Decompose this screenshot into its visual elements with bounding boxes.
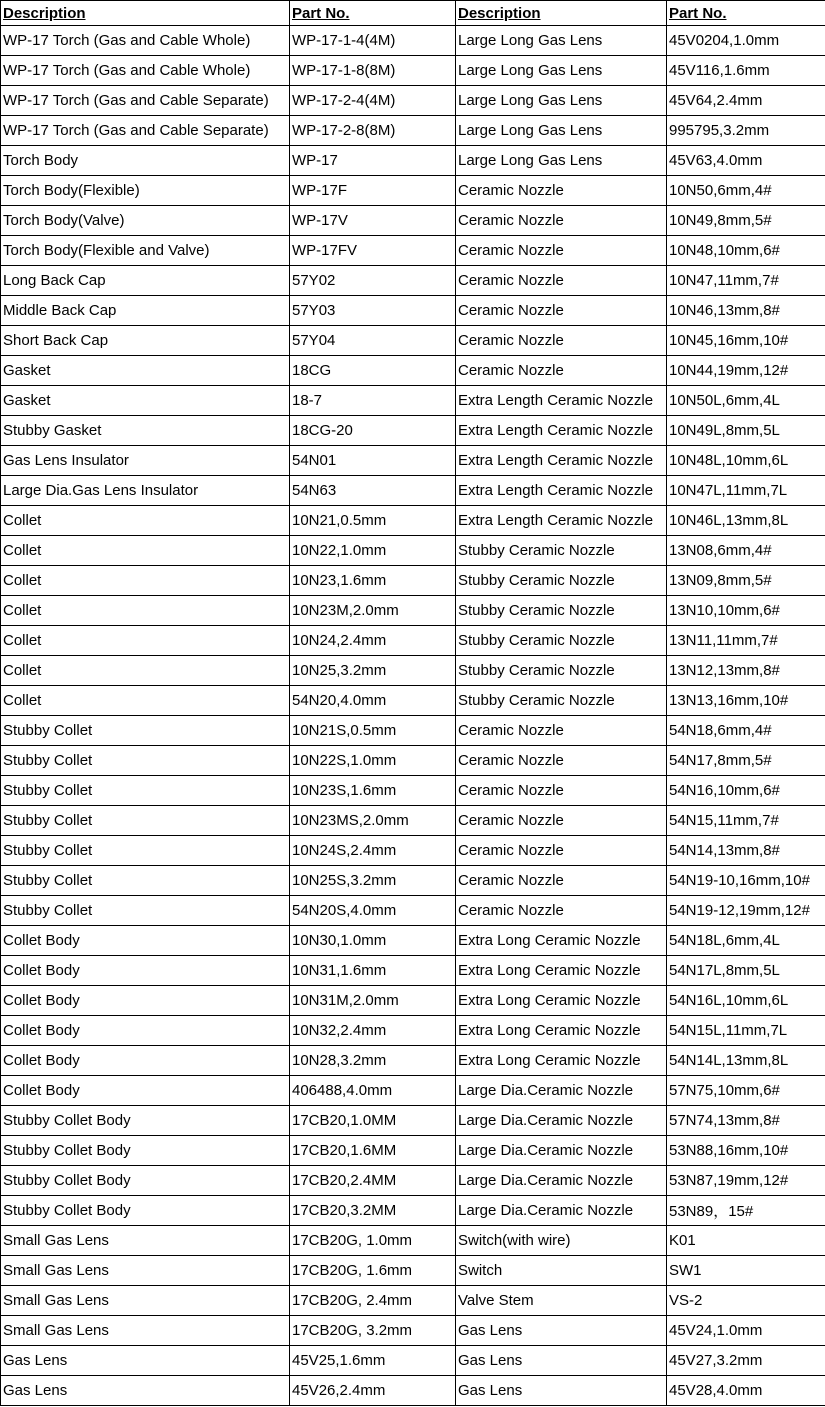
part-no-left-cell: 10N24,2.4mm (290, 626, 456, 656)
part-no-right-cell: 13N08,6mm,4# (667, 536, 825, 566)
part-no-left-cell: 17CB20G, 1.6mm (290, 1256, 456, 1286)
description-left-cell: Gas Lens (1, 1376, 290, 1406)
part-no-left-cell: 17CB20,3.2MM (290, 1196, 456, 1226)
part-no-right-cell: 10N48,10mm,6# (667, 236, 825, 266)
part-no-right-cell: 10N45,16mm,10# (667, 326, 825, 356)
part-no-left-cell: 10N32,2.4mm (290, 1016, 456, 1046)
description-right-cell: Extra Length Ceramic Nozzle (456, 416, 667, 446)
table-row (1, 926, 825, 956)
part-no-left-cell: 10N21S,0.5mm (290, 716, 456, 746)
table-row (1, 26, 825, 56)
part-no-right-cell: 13N13,16mm,10# (667, 686, 825, 716)
table-row (1, 836, 825, 866)
table-row (1, 1346, 825, 1376)
description-right-cell: Stubby Ceramic Nozzle (456, 596, 667, 626)
description-right-cell: Ceramic Nozzle (456, 326, 667, 356)
header-part-no-right: Part No. (667, 1, 825, 26)
part-no-right-cell: 54N16,10mm,6# (667, 776, 825, 806)
part-no-left-cell: 10N22S,1.0mm (290, 746, 456, 776)
description-left-cell: Gas Lens Insulator (1, 446, 290, 476)
description-left-cell: Stubby Collet Body (1, 1136, 290, 1166)
part-no-right-cell: 54N16L,10mm,6L (667, 986, 825, 1016)
description-right-cell: Extra Long Ceramic Nozzle (456, 1046, 667, 1076)
description-left-cell: Collet (1, 566, 290, 596)
table-row (1, 1046, 825, 1076)
description-right-cell: Extra Long Ceramic Nozzle (456, 1016, 667, 1046)
part-no-left-cell: 10N25S,3.2mm (290, 866, 456, 896)
table-row (1, 656, 825, 686)
description-right-cell: Ceramic Nozzle (456, 806, 667, 836)
part-no-right-cell: 54N14L,13mm,8L (667, 1046, 825, 1076)
part-no-right-cell: 13N10,10mm,6# (667, 596, 825, 626)
description-right-cell: Large Long Gas Lens (456, 86, 667, 116)
description-left-cell: Collet Body (1, 986, 290, 1016)
description-left-cell: Stubby Gasket (1, 416, 290, 446)
part-no-right-cell: 54N18,6mm,4# (667, 716, 825, 746)
description-right-cell: Extra Long Ceramic Nozzle (456, 926, 667, 956)
part-no-left-cell: 17CB20G, 1.0mm (290, 1226, 456, 1256)
part-no-left-cell: WP-17 (290, 146, 456, 176)
part-no-left-cell: WP-17V (290, 206, 456, 236)
table-row (1, 1076, 825, 1106)
part-no-right-cell: 13N12,13mm,8# (667, 656, 825, 686)
part-no-left-cell: 18-7 (290, 386, 456, 416)
description-left-cell: Torch Body (1, 146, 290, 176)
table-row (1, 896, 825, 926)
part-no-right-cell: 45V28,4.0mm (667, 1376, 825, 1406)
description-left-cell: Long Back Cap (1, 266, 290, 296)
part-no-right-cell: 45V0204,1.0mm (667, 26, 825, 56)
table-row (1, 1376, 825, 1406)
part-no-right-cell: 10N47,11mm,7# (667, 266, 825, 296)
description-right-cell: Extra Length Ceramic Nozzle (456, 446, 667, 476)
header-description-left: Description (1, 1, 290, 26)
part-no-left-cell: 17CB20,1.6MM (290, 1136, 456, 1166)
description-left-cell: Stubby Collet Body (1, 1106, 290, 1136)
description-right-cell: Stubby Ceramic Nozzle (456, 656, 667, 686)
table-row (1, 596, 825, 626)
description-left-cell: Stubby Collet (1, 716, 290, 746)
table-row (1, 416, 825, 446)
part-no-right-cell: 54N18L,6mm,4L (667, 926, 825, 956)
description-left-cell: Collet Body (1, 926, 290, 956)
part-no-right-cell: 10N47L,11mm,7L (667, 476, 825, 506)
part-no-left-cell: 57Y04 (290, 326, 456, 356)
part-no-left-cell: 57Y02 (290, 266, 456, 296)
part-no-right-cell: 54N19-12,19mm,12# (667, 896, 825, 926)
description-left-cell: Gasket (1, 386, 290, 416)
table-row (1, 626, 825, 656)
table-row (1, 266, 825, 296)
part-no-left-cell: WP-17-1-8(8M) (290, 56, 456, 86)
table-row (1, 86, 825, 116)
part-no-left-cell: WP-17-2-8(8M) (290, 116, 456, 146)
description-left-cell: Large Dia.Gas Lens Insulator (1, 476, 290, 506)
description-left-cell: Short Back Cap (1, 326, 290, 356)
description-right-cell: Large Long Gas Lens (456, 56, 667, 86)
description-left-cell: Torch Body(Valve) (1, 206, 290, 236)
description-right-cell: Large Dia.Ceramic Nozzle (456, 1166, 667, 1196)
description-right-cell: Extra Length Ceramic Nozzle (456, 386, 667, 416)
part-no-left-cell: 18CG-20 (290, 416, 456, 446)
table-row (1, 1016, 825, 1046)
part-no-right-cell: 53N87,19mm,12# (667, 1166, 825, 1196)
part-no-left-cell: 10N23S,1.6mm (290, 776, 456, 806)
description-right-cell: Ceramic Nozzle (456, 866, 667, 896)
part-no-right-cell: 45V27,3.2mm (667, 1346, 825, 1376)
description-right-cell: Ceramic Nozzle (456, 206, 667, 236)
part-no-right-cell: 54N17L,8mm,5L (667, 956, 825, 986)
table-row (1, 506, 825, 536)
description-right-cell: Gas Lens (456, 1316, 667, 1346)
description-left-cell: Small Gas Lens (1, 1256, 290, 1286)
description-left-cell: Collet (1, 656, 290, 686)
table-row (1, 686, 825, 716)
part-no-right-cell: 995795,3.2mm (667, 116, 825, 146)
description-left-cell: Gas Lens (1, 1346, 290, 1376)
part-no-right-cell: 10N46L,13mm,8L (667, 506, 825, 536)
part-no-left-cell: 54N63 (290, 476, 456, 506)
header-row (1, 1, 825, 26)
description-left-cell: WP-17 Torch (Gas and Cable Separate) (1, 116, 290, 146)
part-no-right-cell: 10N49,8mm,5# (667, 206, 825, 236)
part-no-left-cell: 17CB20,2.4MM (290, 1166, 456, 1196)
table-row (1, 1316, 825, 1346)
part-no-right-cell: 57N74,13mm,8# (667, 1106, 825, 1136)
description-right-cell: Ceramic Nozzle (456, 236, 667, 266)
description-left-cell: Stubby Collet Body (1, 1196, 290, 1226)
part-no-left-cell: 10N23M,2.0mm (290, 596, 456, 626)
part-no-right-cell: 45V24,1.0mm (667, 1316, 825, 1346)
part-no-right-cell: 45V116,1.6mm (667, 56, 825, 86)
table-body (1, 26, 825, 1406)
table-row (1, 1226, 825, 1256)
description-left-cell: Gasket (1, 356, 290, 386)
part-no-left-cell: 45V25,1.6mm (290, 1346, 456, 1376)
description-left-cell: Collet Body (1, 956, 290, 986)
description-right-cell: Stubby Ceramic Nozzle (456, 536, 667, 566)
part-no-right-cell: 54N19-10,16mm,10# (667, 866, 825, 896)
part-no-left-cell: 10N22,1.0mm (290, 536, 456, 566)
table-row (1, 176, 825, 206)
part-no-left-cell: 54N20,4.0mm (290, 686, 456, 716)
description-right-cell: Large Long Gas Lens (456, 146, 667, 176)
part-no-right-cell: 54N17,8mm,5# (667, 746, 825, 776)
description-left-cell: WP-17 Torch (Gas and Cable Whole) (1, 26, 290, 56)
table-row (1, 146, 825, 176)
description-right-cell: Large Dia.Ceramic Nozzle (456, 1076, 667, 1106)
description-right-cell: Ceramic Nozzle (456, 296, 667, 326)
description-right-cell: Ceramic Nozzle (456, 776, 667, 806)
table-row (1, 296, 825, 326)
description-right-cell: Switch(with wire) (456, 1226, 667, 1256)
table-row (1, 806, 825, 836)
table-row (1, 536, 825, 566)
part-no-left-cell: 54N20S,4.0mm (290, 896, 456, 926)
table-row (1, 1166, 825, 1196)
part-no-left-cell: 10N25,3.2mm (290, 656, 456, 686)
part-no-right-cell: 57N75,10mm,6# (667, 1076, 825, 1106)
description-right-cell: Large Dia.Ceramic Nozzle (456, 1136, 667, 1166)
description-left-cell: Collet (1, 626, 290, 656)
description-left-cell: Small Gas Lens (1, 1226, 290, 1256)
part-no-left-cell: WP-17-2-4(4M) (290, 86, 456, 116)
description-left-cell: Stubby Collet (1, 896, 290, 926)
description-left-cell: Small Gas Lens (1, 1316, 290, 1346)
description-right-cell: Extra Long Ceramic Nozzle (456, 986, 667, 1016)
part-no-right-cell: 53N89，15# (667, 1196, 825, 1226)
part-no-left-cell: WP-17FV (290, 236, 456, 266)
part-no-right-cell: 13N11,11mm,7# (667, 626, 825, 656)
part-no-right-cell: 10N50,6mm,4# (667, 176, 825, 206)
description-right-cell: Stubby Ceramic Nozzle (456, 566, 667, 596)
table-row (1, 956, 825, 986)
part-no-right-cell: 53N88,16mm,10# (667, 1136, 825, 1166)
table-row (1, 326, 825, 356)
description-right-cell: Gas Lens (456, 1376, 667, 1406)
part-no-right-cell: 54N14,13mm,8# (667, 836, 825, 866)
part-no-right-cell: VS-2 (667, 1286, 825, 1316)
description-right-cell: Ceramic Nozzle (456, 716, 667, 746)
table-row (1, 206, 825, 236)
description-left-cell: Collet (1, 596, 290, 626)
description-left-cell: Collet (1, 506, 290, 536)
table-row (1, 716, 825, 746)
part-no-left-cell: 57Y03 (290, 296, 456, 326)
description-right-cell: Switch (456, 1256, 667, 1286)
description-left-cell: Stubby Collet Body (1, 1166, 290, 1196)
part-no-left-cell: 54N01 (290, 446, 456, 476)
description-left-cell: Stubby Collet (1, 806, 290, 836)
description-left-cell: Stubby Collet (1, 776, 290, 806)
part-no-left-cell: 17CB20G, 2.4mm (290, 1286, 456, 1316)
description-left-cell: Middle Back Cap (1, 296, 290, 326)
description-right-cell: Large Long Gas Lens (456, 116, 667, 146)
description-left-cell: Stubby Collet (1, 866, 290, 896)
table-row (1, 116, 825, 146)
part-no-left-cell: 45V26,2.4mm (290, 1376, 456, 1406)
description-right-cell: Stubby Ceramic Nozzle (456, 686, 667, 716)
description-right-cell: Gas Lens (456, 1346, 667, 1376)
description-left-cell: Stubby Collet (1, 836, 290, 866)
part-no-left-cell: 406488,4.0mm (290, 1076, 456, 1106)
description-left-cell: Collet (1, 536, 290, 566)
description-left-cell: Collet (1, 686, 290, 716)
table-row (1, 1256, 825, 1286)
part-no-left-cell: 10N23,1.6mm (290, 566, 456, 596)
part-no-right-cell: 13N09,8mm,5# (667, 566, 825, 596)
part-no-right-cell: SW1 (667, 1256, 825, 1286)
table-row (1, 356, 825, 386)
part-no-left-cell: 10N31,1.6mm (290, 956, 456, 986)
part-no-left-cell: 10N23MS,2.0mm (290, 806, 456, 836)
part-no-right-cell: 10N44,19mm,12# (667, 356, 825, 386)
description-left-cell: Collet Body (1, 1076, 290, 1106)
description-right-cell: Ceramic Nozzle (456, 746, 667, 776)
table-row (1, 866, 825, 896)
part-no-left-cell: 10N21,0.5mm (290, 506, 456, 536)
description-right-cell: Ceramic Nozzle (456, 836, 667, 866)
table-row (1, 1286, 825, 1316)
part-no-right-cell: 54N15,11mm,7# (667, 806, 825, 836)
part-no-left-cell: 10N28,3.2mm (290, 1046, 456, 1076)
part-no-left-cell: 17CB20,1.0MM (290, 1106, 456, 1136)
description-left-cell: WP-17 Torch (Gas and Cable Separate) (1, 86, 290, 116)
description-right-cell: Large Long Gas Lens (456, 26, 667, 56)
part-no-left-cell: 18CG (290, 356, 456, 386)
description-right-cell: Extra Length Ceramic Nozzle (456, 476, 667, 506)
description-right-cell: Ceramic Nozzle (456, 266, 667, 296)
description-right-cell: Extra Length Ceramic Nozzle (456, 506, 667, 536)
part-no-left-cell: 10N31M,2.0mm (290, 986, 456, 1016)
part-no-right-cell: K01 (667, 1226, 825, 1256)
part-no-right-cell: 10N48L,10mm,6L (667, 446, 825, 476)
table-row (1, 986, 825, 1016)
part-no-right-cell: 10N50L,6mm,4L (667, 386, 825, 416)
table-row (1, 56, 825, 86)
part-no-left-cell: 17CB20G, 3.2mm (290, 1316, 456, 1346)
table-row (1, 1106, 825, 1136)
table-row (1, 446, 825, 476)
description-right-cell: Valve Stem (456, 1286, 667, 1316)
part-no-left-cell: 10N24S,2.4mm (290, 836, 456, 866)
part-no-right-cell: 10N49L,8mm,5L (667, 416, 825, 446)
part-no-right-cell: 45V63,4.0mm (667, 146, 825, 176)
part-no-left-cell: WP-17F (290, 176, 456, 206)
table-row (1, 746, 825, 776)
description-left-cell: Collet Body (1, 1016, 290, 1046)
part-no-left-cell: WP-17-1-4(4M) (290, 26, 456, 56)
description-right-cell: Stubby Ceramic Nozzle (456, 626, 667, 656)
table-row (1, 566, 825, 596)
part-no-right-cell: 45V64,2.4mm (667, 86, 825, 116)
description-left-cell: Collet Body (1, 1046, 290, 1076)
part-no-right-cell: 10N46,13mm,8# (667, 296, 825, 326)
description-right-cell: Large Dia.Ceramic Nozzle (456, 1106, 667, 1136)
table-row (1, 476, 825, 506)
description-left-cell: Stubby Collet (1, 746, 290, 776)
header-part-no-left: Part No. (290, 1, 456, 26)
description-left-cell: WP-17 Torch (Gas and Cable Whole) (1, 56, 290, 86)
header-description-right: Description (456, 1, 667, 26)
description-left-cell: Torch Body(Flexible and Valve) (1, 236, 290, 266)
description-right-cell: Extra Long Ceramic Nozzle (456, 956, 667, 986)
description-left-cell: Small Gas Lens (1, 1286, 290, 1316)
part-no-right-cell: 54N15L,11mm,7L (667, 1016, 825, 1046)
table-row (1, 1196, 825, 1226)
description-right-cell: Ceramic Nozzle (456, 896, 667, 926)
description-right-cell: Ceramic Nozzle (456, 356, 667, 386)
table-row (1, 236, 825, 266)
table-row (1, 1136, 825, 1166)
description-left-cell: Torch Body(Flexible) (1, 176, 290, 206)
description-right-cell: Ceramic Nozzle (456, 176, 667, 206)
table-row (1, 776, 825, 806)
part-no-left-cell: 10N30,1.0mm (290, 926, 456, 956)
table-row (1, 386, 825, 416)
description-right-cell: Large Dia.Ceramic Nozzle (456, 1196, 667, 1226)
